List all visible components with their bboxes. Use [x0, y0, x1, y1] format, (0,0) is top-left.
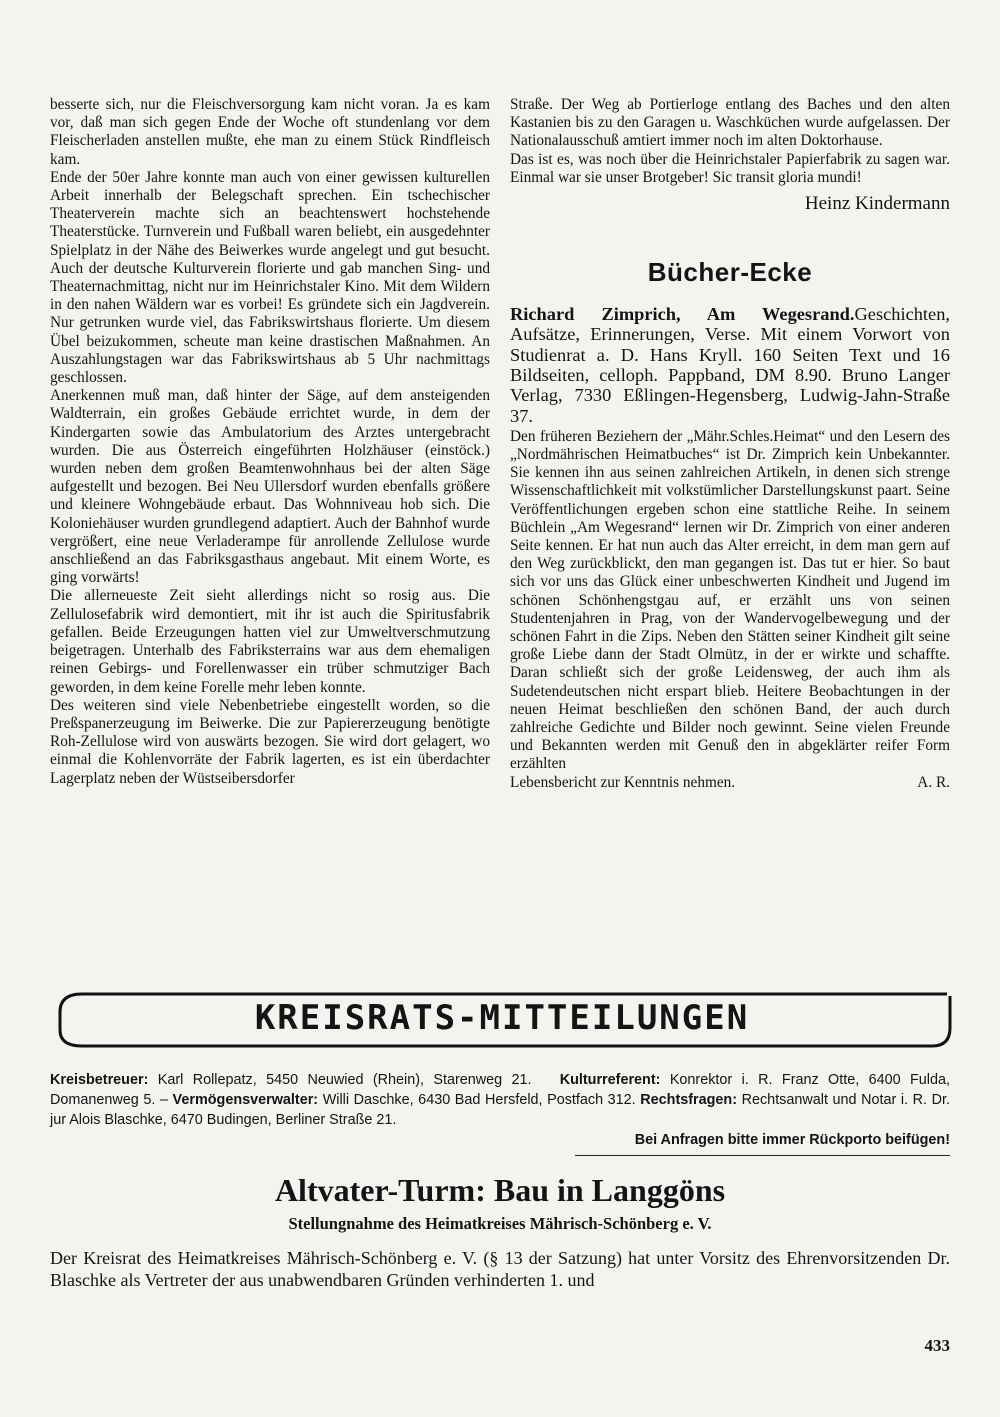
author-signature: Heinz Kindermann [804, 193, 950, 215]
left-paragraph: Anerkennen muß man, daß hinter der Säge, auf dem ansteigenden Waldterrain, ein großes Gebäude errichtet wurde, in dem der Kindergarten sowie das Ambulatorium des Arztes untergebracht wurden. Die aus Österreich eingeführten Holzhäuser (einstöck.) wurden neben dem großen Beamtenwohnhaus bei der alten Säge aufgestellt und bezogen. Bei Neu Ullersdorf wurden ebenfalls größere und kleinere Wohngebäude erbaut. Das Wohnniveau hob sich. Die Koloniehäuser wurden grundlegend adaptiert. Auch der Bahnhof wurde vergrößert, eine neue Verladerampe für anrollende Zellulose wurde anschließend an das Fabriksgasthaus angebaut. Mit einem Worte, es ging vorwärts! [50, 387, 490, 587]
left-column [50, 96, 490, 788]
left-paragraph: Ende der 50er Jahre konnte man auch von einer gewissen kulturellen Arbeit innerhalb der Belegschaft sprechen. Ein tschechischer Theaterverein machte sich an beachtenswert hochstehende Theaterstücke. Turnverein und Fußball waren beliebt, ein ausgedehnter Spielplatz in der Nähe des Beiwerkes wurde angelegt und gut besucht. Auch der deutsche Kulturverein florierte und gab manchen Sing- und Theaternachmittag, nicht nur im Heinrichstaler Kino. Mit dem Wildern in den nahen Wäldern war es vorbei! Es gründete sich ein Jagdverein. Nur getrunken wurde viel, das Fabrikswirtshaus florierte. Um diesem Übel beizukommen, scheute man keine drastischen Maßnahmen. An Auszahlungstagen war das Fabrikswirtshaus ab 5 Uhr nachmittags geschlossen. [50, 168, 490, 387]
section-title-buecher-ecke: Bücher-Ecke [647, 257, 813, 288]
kreisbetreuer-label: Kreisbetreuer: [50, 1072, 149, 1088]
rechtsfragen-value: Rechtsanwalt und Notar i. R. Dr. jur Alois Blaschke, 6470 Budingen, Berliner Straße 21. [50, 1092, 951, 1128]
left-paragraph: besserte sich, nur die Fleischversorgung kam nicht voran. Ja es kam vor, daß man sich gegen Ende der Woche oft stundenlang vor dem Fleischerladen anstellen mußte, ehe man zu einem Stück Rindfleisch kam. [50, 96, 490, 168]
page-number: 433 [924, 1336, 950, 1355]
book-author-title: Richard Zimprich, Am Wegesrand. [510, 304, 855, 325]
kreisrats-banner [52, 990, 952, 1052]
contacts-block [50, 1070, 950, 1150]
right-column [510, 96, 950, 792]
review-last-line: Lebensbericht zur Kenntnis nehmen. [510, 773, 736, 791]
article-subtitle: Stellungnahme des Heimatkreises Mährisch-Schönberg e. V. [288, 1214, 712, 1233]
banner-title: KREISRATS-MITTEILUNGEN [254, 998, 750, 1038]
right-paragraph: Das ist es, was noch über die Heinrichstaler Papierfabrik zu sagen war. Einmal war sie unser Brotgeber! Sic transit gloria mundi! [510, 150, 950, 186]
vermoegen-value: Willi Daschke, 6430 Bad Hersfeld, Postfach 312. [322, 1092, 636, 1108]
left-paragraph: Des weiteren sind viele Nebenbetriebe eingestellt worden, so die Preßspanerzeugung im Beiwerke. Die zur Papiererzeugung benötigte Roh-Zellulose wird von auswärts bezogen. Sie wird dort gelagert, wo einmal die Kohlenvorräte der Fabrik lagerten, es ist ein überdachter Lagerplatz neben der Wüstseibersdorfer [50, 696, 490, 787]
return-postage-note: Bei Anfragen bitte immer Rückporto beifügen! [634, 1132, 950, 1148]
rechtsfragen-label: Rechtsfragen: [640, 1092, 738, 1108]
book-entry [510, 304, 950, 426]
book-details: Geschichten, Aufsätze, Erinnerungen, Verse. Mit einem Vorwort von Studienrat a. D. Hans Kryll. 160 Seiten Text und 16 Bildseiten, celloph. Pappband, DM 8.90. Bruno Langer Verlag, 7330 Eßlingen-Hegensberg, Ludwig-Jahn-Straße 37. [510, 304, 950, 426]
review-closing [510, 774, 950, 792]
kulturreferent-label: Kulturreferent: [559, 1072, 661, 1088]
review-initials: A. R. [917, 773, 950, 791]
article-body: Der Kreisrat des Heimatkreises Mährisch-Schönberg e. V. (§ 13 der Satzung) hat unter Vorsitz des Ehrenvorsitzenden Dr. Blaschke als Vertreter der aus unabwendbaren Gründen verhinderten 1. und [50, 1248, 950, 1290]
kulturreferent-value: Konrektor i. R. Franz Otte, 6400 Fulda, Domanenweg 5. – [50, 1072, 951, 1108]
kreisbetreuer-value: Karl Rollepatz, 5450 Neuwied (Rhein), Starenweg 21. [157, 1072, 532, 1088]
vermoegen-label: Vermögensverwalter: [172, 1092, 319, 1108]
book-review [510, 428, 950, 792]
note-underline [575, 1155, 950, 1156]
article-title: Altvater-Turm: Bau in Langgöns [274, 1172, 726, 1208]
left-paragraph: Die allerneueste Zeit sieht allerdings nicht so rosig aus. Die Zellulosefabrik wird demontiert, mit ihr ist auch die Spiritusfabrik gefallen. Beide Erzeugungen hatten viel zur Umweltverschmutzung beigetragen. Unterhalb des Fabriksterrains war aus dem ehemaligen reinen Gebirgs- und Forellenwasser ein trüber schmutziger Bach geworden, in dem keine Forelle mehr leben konnte. [50, 587, 490, 696]
right-paragraph: Straße. Der Weg ab Portierloge entlang des Baches und den alten Kastanien bis zu den Garagen u. Waschküchen wurde aufgelassen. Der Nationalausschuß amtiert immer noch im alten Doktorhause. [510, 96, 950, 150]
review-text: Den früheren Beziehern der „Mähr.Schles.Heimat“ und den Lesern des „Nordmährischen Heimatbuches“ ist Dr. Zimprich kein Unbekannter. Sie kennen ihn aus seinen zahlreichen Artikeln, in denen sich strenge Wissenschaftlichkeit mit volkstümlicher Darstellungskunst paart. Seine Veröffentlichungen ergeben schon eine stattliche Reihe. In seinem Büchlein „Am Wegesrand“ lernen wir Dr. Zimprich von einer anderen Seite kennen. Er hat nun auch das Alter erreicht, in dem man gern auf den Weg zurückblickt, den man gegangen ist. Das tut er hier. So baut sich vor uns das Glück einer unbeschwerten Kindheit und Jugend im schönen Schönhengstgau auf, er erzählt uns von seinen Studentenjahren in Prag, von der Wandervogelbewegung und der schönen Fahrt in die Zips. Neben den Stätten seiner Kindheit gilt seine große Liebe dann der Stadt Olmütz, in der er wirkte und schaffte. Daran schließt sich der große Leidensweg, der auch ihm als Sudetendeutschen nicht erspart blieb. Heitere Beobachtungen in der neuen Heimat beschließen den schönen Band, der auch durch zahlreiche Gedichte und Bilder noch gewinnt. Seine vielen Freunde und Bekannten werden mit Genuß den in abgeklärter reifer Form erzählten [510, 427, 950, 773]
